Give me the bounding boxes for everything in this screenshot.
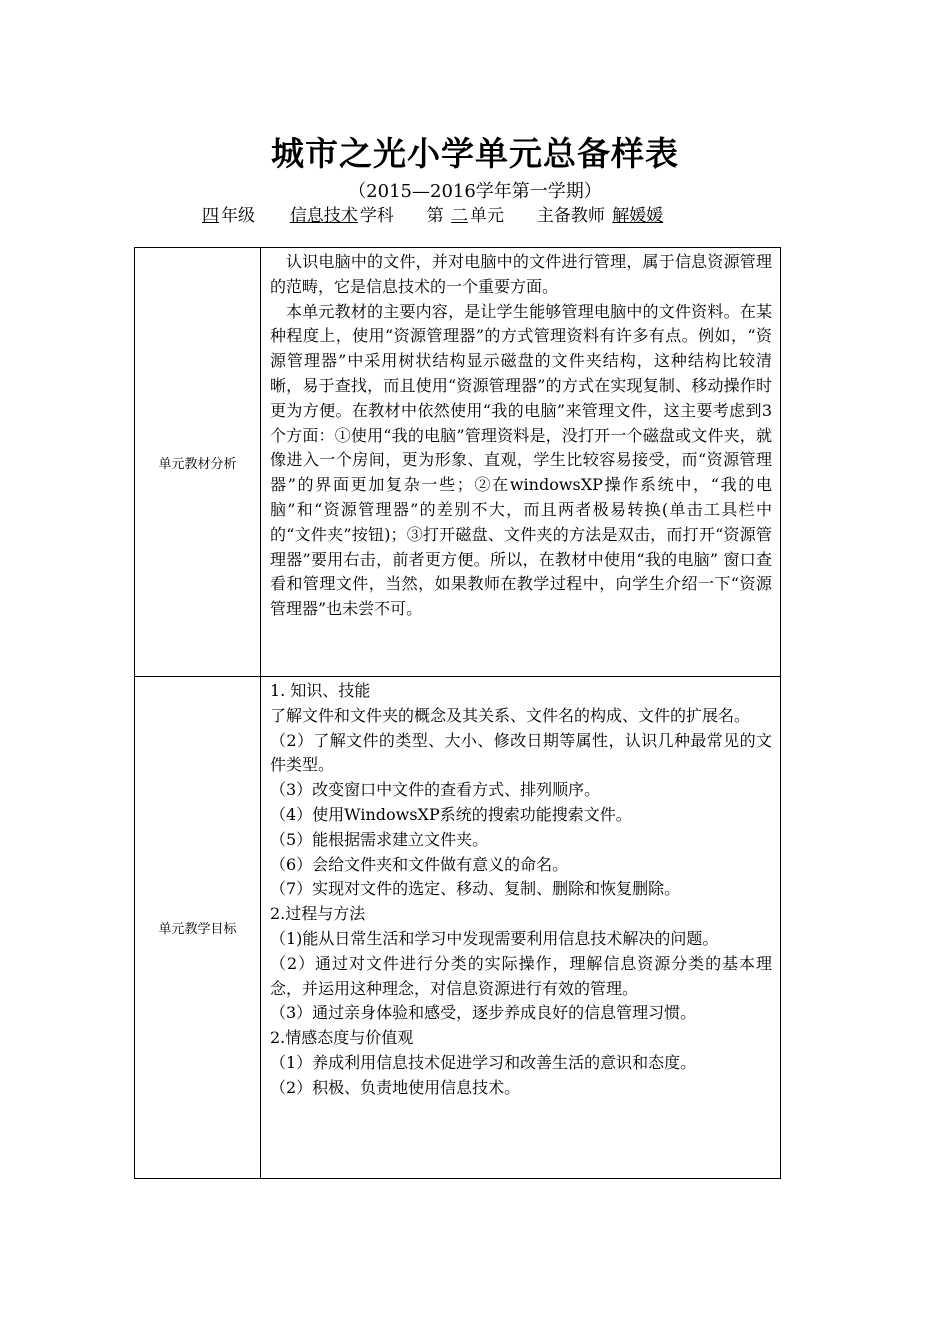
objective-line: （1)能从日常生活和学习中发现需要利用信息技术解决的问题。 [270,928,719,948]
info-line [200,201,665,226]
objective-line: 2.情感态度与价值观 [270,1028,414,1048]
objective-line: 2.过程与方法 [270,904,366,924]
teacher-prefix: 主备教师 [536,206,605,226]
objective-line: 1. 知识、技能 [270,681,371,700]
grade-suffix: 年级 [221,206,255,226]
section-label-objectives: 单元教学目标 [135,677,261,1179]
objective-line: （2）积极、负责地使用信息技术。 [270,1077,521,1097]
unit-suffix: 单元 [470,206,505,226]
subject-suffix: 学科 [359,206,394,226]
objective-line: （5）能根据需求建立文件夹。 [270,829,489,849]
analysis-paragraph: 本单元教材的主要内容，是让学生能够管理电脑中的文件资料。在某种程度上，使用“资源管理器”的方式管理资料有许多有点。例如，“资源管理器”中采用树状结构显示磁盘的文件夹结构，这种结构比较清晰，易于查找，而且使用“资源管理器”的方式在实现复制、移动操作时更为方便。在教材中依然使用“我的电脑”来管理文件，这主要考虑到3个方面：①使用“我的电脑”管理资料是，没打开一个磁盘或文件夹，就像进入一个房间，更为形象、直观，学生比较容易接受，而“资源管理器”的界面更加复杂一些；②在windowsXP操作系统中，“我的电脑”和“资源管理器”的差别不大，而且两者极易转换(单击工具栏中的“文件夹”按钮)；③打开磁盘、文件夹的方法是双击，而打开“资源管理器”要用右击，前者更方便。所以，在教材中使用“我的电脑” 窗口查看和管理文件，当然，如果教师在教学过程中，向学生介绍一下“资源管理器”也未尝不可。 [270,301,772,619]
objective-line: （3）通过亲身体验和感受，逐步养成良好的信息管理习惯。 [270,1003,697,1023]
objective-line: （2）了解文件的类型、大小、修改日期等属性，认识几种最常见的文件类型。 [270,730,772,775]
objective-line: （6）会给文件夹和文件做有意义的命名。 [270,854,569,874]
subject-value: 信息技术 [289,206,358,226]
page-title: 城市之光小学单元总备样表 [271,134,679,173]
objective-line: （1）养成利用信息技术促进学习和改善生活的意识和态度。 [270,1052,697,1072]
objective-line: （7）实现对文件的选定、移动、复制、删除和恢复删除。 [270,879,681,899]
table-row [135,248,781,677]
table-row [135,677,781,1179]
section-content-analysis [261,248,781,677]
unit-number: 二 [451,206,469,226]
semester-subtitle: （2015—2016学年第一学期） [348,181,602,202]
objective-line: （3）改变窗口中文件的查看方式、排列顺序。 [270,780,601,800]
section-label-analysis: 单元教材分析 [135,248,261,677]
teacher-name: 解媛媛 [612,206,664,226]
unit-prefix: 第 [426,206,444,226]
section-content-objectives [261,677,781,1179]
lesson-plan-table [134,247,781,1179]
objective-line: （4）使用WindowsXP系统的搜索功能搜索文件。 [270,804,632,824]
objective-line: 了解文件和文件夹的概念及其关系、文件名的构成、文件的扩展名。 [270,705,751,725]
objective-line: （2）通过对文件进行分类的实际操作，理解信息资源分类的基本理念，并运用这种理念，对信息资源进行有效的管理。 [270,953,772,998]
analysis-paragraph: 认识电脑中的文件，并对电脑中的文件进行管理，属于信息资源管理的范畴，它是信息技术的一个重要方面。 [270,252,772,296]
grade-value: 四 [202,206,219,226]
